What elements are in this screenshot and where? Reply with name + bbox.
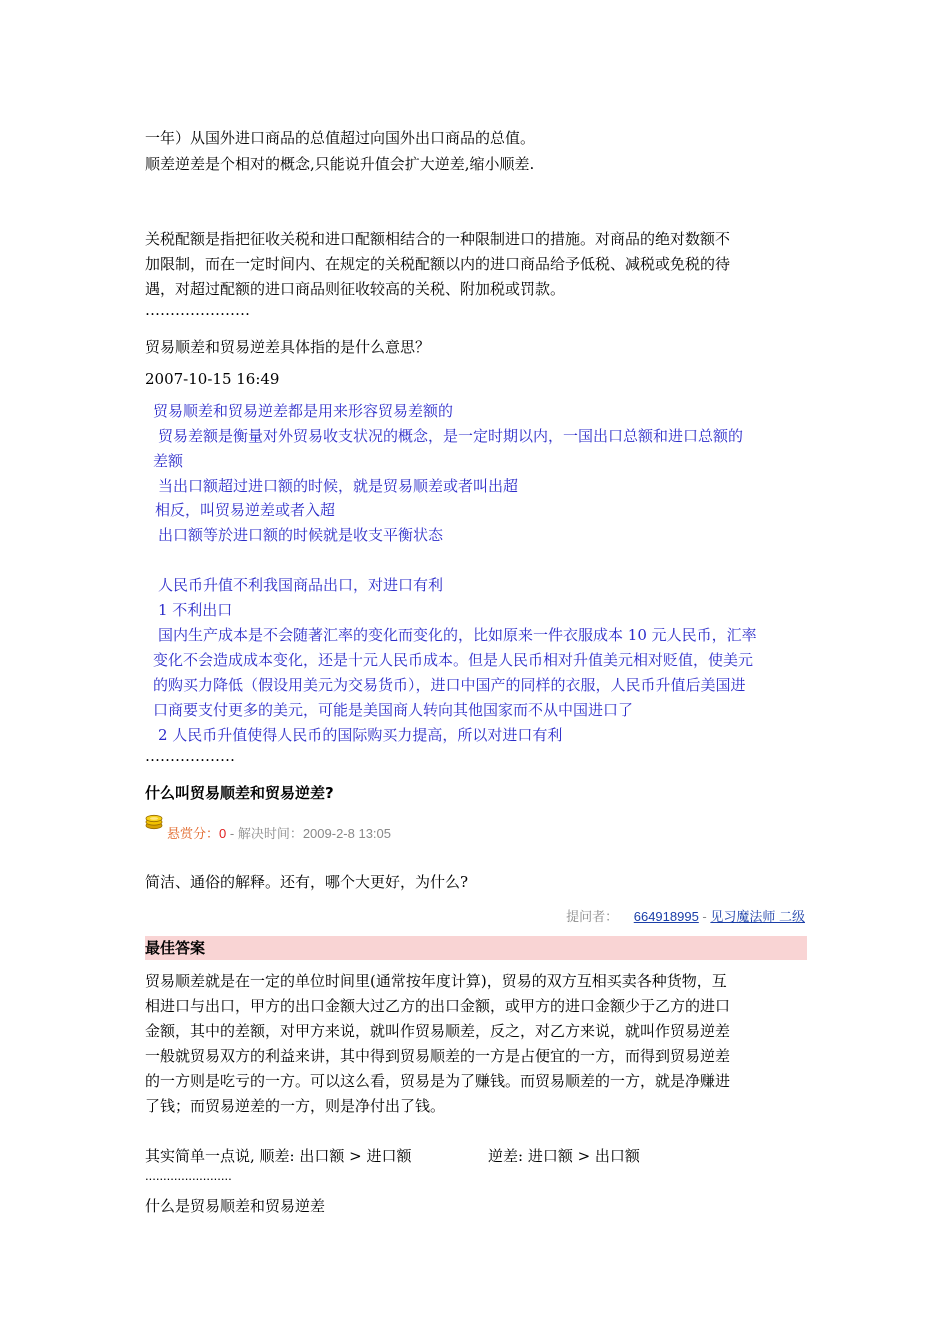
- answer-1-line: 出口额等於进口额的时候就是收支平衡状态: [158, 526, 444, 544]
- answer-1-line: 当出口额超过进口额的时候，就是贸易顺差或者叫出超: [158, 477, 519, 495]
- separator-dots: ………………: [145, 747, 235, 765]
- separator-dots: …………………: [145, 301, 250, 319]
- separator-dots: ........................: [145, 1168, 232, 1183]
- answer-2-line: 一般就贸易双方的利益来讲，其中得到贸易顺差的一方是占便宜的一方，而得到贸易逆差: [145, 1047, 731, 1065]
- asker-name-link[interactable]: 664918995: [633, 909, 699, 924]
- question-2-title: 什么叫贸易顺差和贸易逆差?: [145, 784, 334, 802]
- answer-2-line: 了钱；而贸易逆差的一方，则是净付出了钱。: [145, 1097, 446, 1115]
- asker-level-link[interactable]: 见习魔法师 二级: [710, 909, 805, 924]
- summary-surplus: 其实简单一点说, 顺差: 出口额 > 进口额: [145, 1147, 412, 1165]
- answer-1-line: 贸易顺差和贸易逆差都是用来形容贸易差额的: [153, 402, 454, 420]
- asker-label: 提问者：: [566, 909, 619, 924]
- answer-1-line: 差额: [153, 452, 184, 470]
- summary-deficit: 逆差: 进口额 > 出口额: [488, 1147, 640, 1165]
- answer-2-line: 贸易顺差就是在一定的单位时间里(通常按年度计算)，贸易的双方互相买卖各种货物，互: [145, 972, 727, 990]
- asker-separator: -: [698, 909, 711, 924]
- intro-line-2: 顺差逆差是个相对的概念,只能说升值会扩大逆差,缩小顺差.: [145, 155, 535, 173]
- reward-value: 0: [219, 826, 227, 841]
- quota-line-2: 加限制，而在一定时间内、在规定的关税配额以内的进口商品给予低税、减税或免税的待: [145, 255, 731, 273]
- question-1-date: 2007-10-15 16:49: [145, 370, 280, 388]
- answer-2-line: 的一方则是吃亏的一方。可以这么看，贸易是为了赚钱。而贸易顺差的一方，就是净赚进: [145, 1072, 731, 1090]
- quota-line-1: 关税配额是指把征收关税和进口配额相结合的一种限制进口的措施。对商品的绝对数额不: [145, 230, 731, 248]
- answer-1-line: 2 人民币升值使得人民币的国际购买力提高，所以对进口有利: [158, 726, 563, 744]
- closing-title: 什么是贸易顺差和贸易逆差: [145, 1197, 326, 1215]
- answer-1-line: 相反，叫贸易逆差或者入超: [155, 501, 336, 519]
- answer-1-line: 口商要支付更多的美元，可能是美国商人转向其他国家而不从中国进口了: [153, 701, 634, 719]
- answer-1-line: 人民币升值不利我国商品出口，对进口有利: [158, 576, 444, 594]
- asker-info: [566, 906, 805, 925]
- answer-1-line: 贸易差额是衡量对外贸易收支状况的概念，是一定时期以内，一国出口总额和进口总额的: [158, 427, 744, 445]
- answer-1-line: 变化不会造成成本变化，还是十元人民币成本。但是人民币相对升值美元相对贬值，使美元: [153, 651, 754, 669]
- answer-2-line: 金额，其中的差额，对甲方来说，就叫作贸易顺差，反之，对乙方来说，就叫作贸易逆差: [145, 1022, 731, 1040]
- reward-meta: [167, 824, 391, 844]
- answer-1-line: 的购买力降低（假设用美元为交易货币），进口中国产的同样的衣服，人民币升值后美国进: [153, 676, 746, 694]
- resolved-time: - 解决时间：2009-2-8 13:05: [229, 826, 391, 841]
- question-1-title: 贸易顺差和贸易逆差具体指的是什么意思？: [145, 338, 431, 356]
- question-2-body: 简洁、通俗的解释。还有，哪个大更好，为什么?: [145, 873, 469, 891]
- answer-1-line: 国内生产成本是不会随著汇率的变化而变化的，比如原来一件衣服成本 10 元人民币，汇率: [158, 626, 757, 644]
- intro-line-1: 一年）从国外进口商品的总值超过向国外出口商品的总值。: [145, 129, 536, 147]
- quota-line-3: 遇，对超过配额的进口商品则征收较高的关税、附加税或罚款。: [145, 280, 566, 298]
- best-answer-header: 最佳答案: [145, 936, 807, 960]
- coin-icon: [145, 812, 163, 830]
- answer-1-line: 1 不利出口: [158, 601, 233, 619]
- reward-label: 悬赏分：: [167, 826, 220, 841]
- answer-2-line: 相进口与出口，甲方的出口金额大过乙方的出口金额，或甲方的进口金额少于乙方的进口: [145, 997, 731, 1015]
